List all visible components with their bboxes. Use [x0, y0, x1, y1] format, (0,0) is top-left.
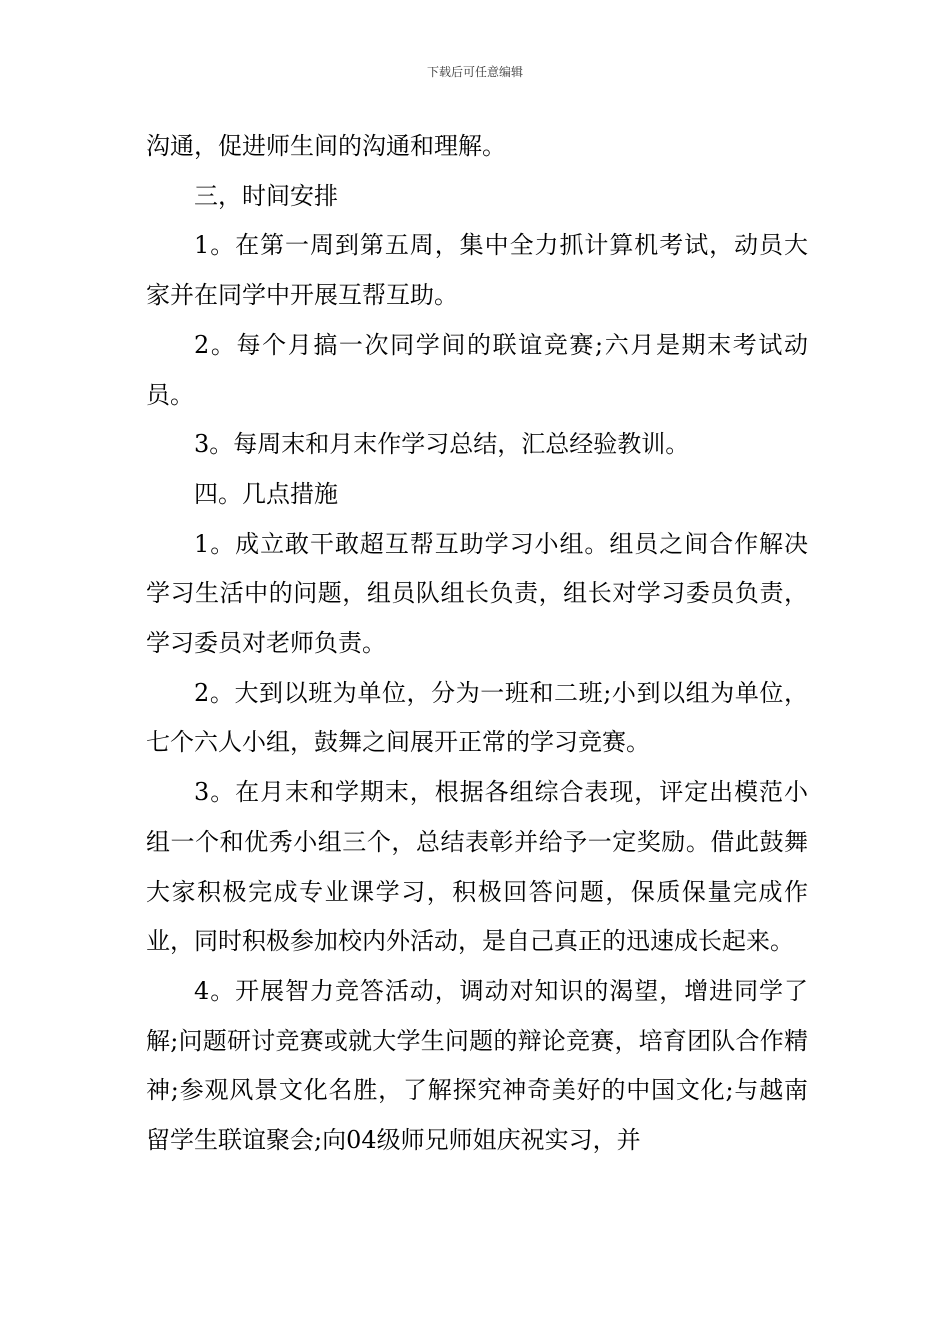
paragraph: 3。在月末和学期末，根据各组综合表现，评定出模范小组一个和优秀小组三个，总结表彰并给予一定奖励。借此鼓舞大家积极完成专业课学习，积极回答问题，保质保量完成作业，同时积极参加校内外活动，是自己真正的迅速成长起来。	[146, 778, 808, 956]
paragraph: 2。每个月搞一次同学间的联谊竞赛;六月是期末考试动员。	[146, 330, 808, 409]
paragraph: 沟通，促进师生间的沟通和理解。	[146, 132, 506, 160]
section-heading: 四。几点措施	[194, 479, 338, 508]
paragraph: 4。开展智力竞答活动，调动对知识的渴望，增进同学了解;问题研讨竞赛或就大学生问题的辩论竞赛，培育团队合作精神;参观风景文化名胜，了解探究神奇美好的中国文化;与越南留学生联谊聚会;向04级师兄师姐庆祝实习，并	[146, 976, 808, 1155]
paragraph: 3。每周末和月末作学习总结，汇总经验教训。	[194, 430, 690, 459]
document-body	[146, 122, 808, 1166]
paragraph: 2。大到以班为单位，分为一班和二班;小到以组为单位，七个六人小组，鼓舞之间展开正常的学习竞赛。	[146, 678, 808, 757]
paragraph: 1。成立敢干敢超互帮互助学习小组。组员之间合作解决学习生活中的问题，组员队组长负责，组长对学习委员负责，学习委员对老师负责。	[146, 529, 808, 658]
paragraph: 1。在第一周到第五周，集中全力抓计算机考试，动员大家并在同学中开展互帮互助。	[146, 231, 808, 310]
watermark-header: 下载后可任意编辑	[426, 65, 523, 79]
section-heading: 三，时间安排	[194, 181, 338, 210]
